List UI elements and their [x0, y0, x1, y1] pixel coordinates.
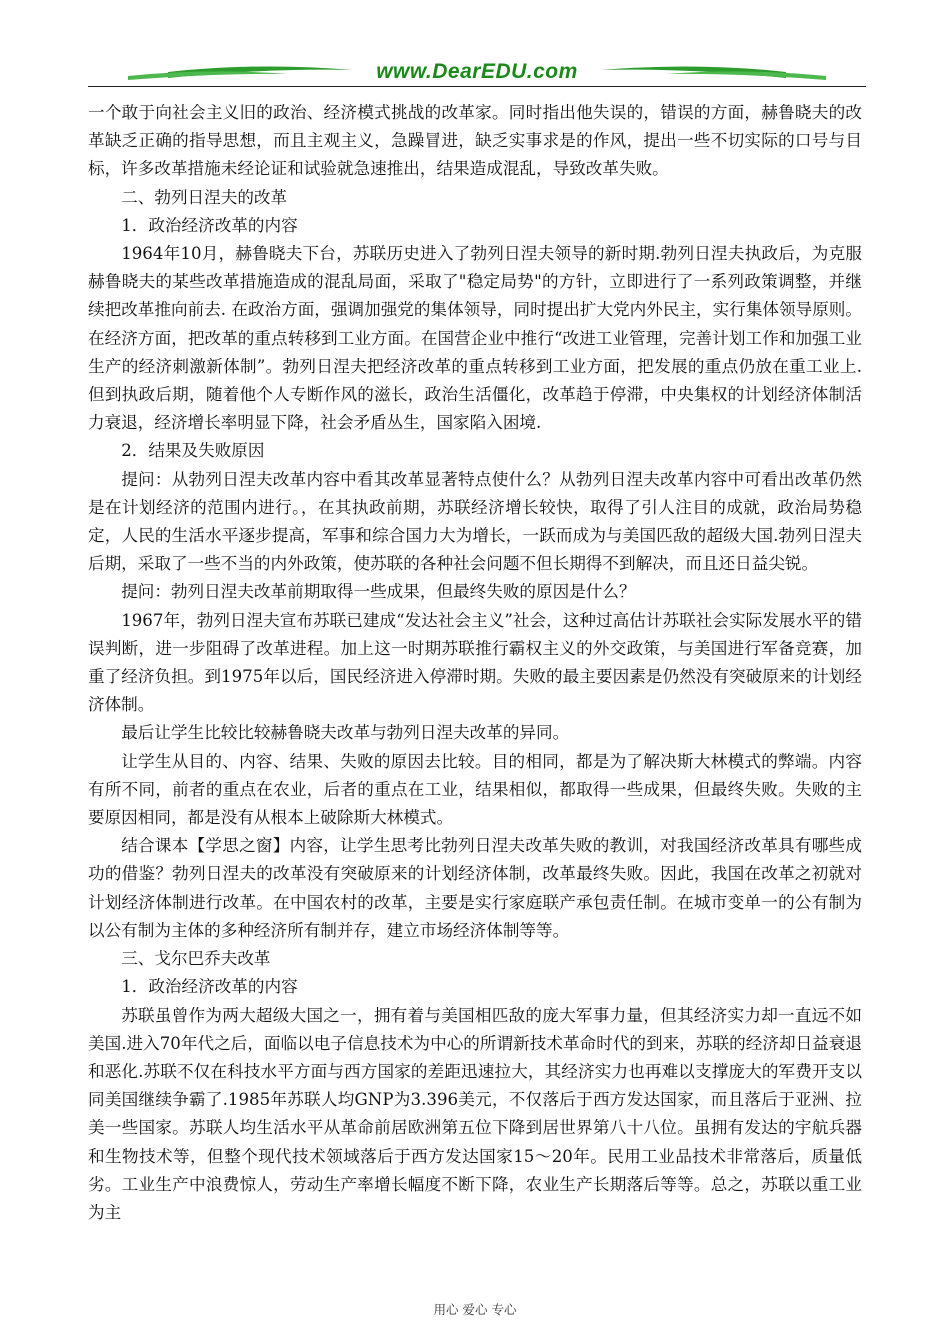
subsection-heading: 1．政治经济改革的内容	[121, 977, 298, 997]
paragraph: 让学生从目的、内容、结果、失败的原因去比较。目的相同，都是为了解决斯大林模式的弊端。内容有所不同，前者的重点在农业，后者的重点在工业，结果相似，都取得一些成果，但最终失败。失败的主要原因相同，都是没有从根本上破除斯大林模式。	[88, 751, 862, 828]
paragraph: 一个敢于向社会主义旧的政治、经济模式挑战的改革家。同时指出他失误的，错误的方面，赫鲁晓夫的改革缺乏正确的指导思想，而且主观主义，急躁冒进，缺乏实事求是的作风，提出一些不切实际的口号与目标，许多改革措施未经论证和试验就急速推出，结果造成混乱，导致改革失败。	[88, 103, 862, 179]
paragraph: 最后让学生比较比较赫鲁晓夫改革与勃列日涅夫改革的异同。	[121, 723, 570, 743]
paragraph: 提问：从勃列日涅夫改革内容中看其改革显著特点使什么？从勃列日涅夫改革内容中可看出改革仍然是在计划经济的范围内进行。，在其执政前期，苏联经济增长较快，取得了引人注目的成就，政治局势稳定，人民的生活水平逐步提高，军事和综合国力大为增长，一跃而成为与美国匹敌的超级大国.勃列日涅夫后期，采取了一些不当的内外政策，使苏联的各种社会问题不但长期得不到解决，而且还日益尖锐。	[88, 469, 862, 574]
paragraph: 苏联虽曾作为两大超级大国之一，拥有着与美国相匹敌的庞大军事力量，但其经济实力却一直远不如美国.进入70年代之后，面临以电子信息技术为中心的所谓新技术革命时代的到来，苏联的经济却日益衰退和恶化.苏联不仅在科技水平方面与西方国家的差距迅速拉大，其经济实力也再难以支撑庞大的军费开支以同美国继续争霸了.1985年苏联人均GNP为3.396美元，不仅落后于西方发达国家，而且落后于亚洲、拉美一些国家。苏联人均生活水平从革命前居欧洲第五位下降到居世界第八十八位。虽拥有发达的宇航兵器和生物技术等，但整个现代技术领域落后于西方发达国家15～20年。民用工业品技术非常落后，质量低劣。工业生产中浪费惊人，劳动生产率增长幅度不断下降，农业生产长期落后等等。总之，苏联以重工业为主	[88, 1005, 862, 1222]
subsection-heading: 2．结果及失败原因	[121, 441, 265, 461]
page-footer: 用心 爱心 专心	[433, 1302, 517, 1317]
paragraph: 1964年10月，赫鲁晓夫下台，苏联历史进入了勃列日涅夫领导的新时期.勃列日涅夫执政后，为克服赫鲁晓夫的某些改革措施造成的混乱局面，采取了"稳定局势"的方针，立即进行了一系列政策调整，并继续把改革推向前去. 在政治方面，强调加强党的集体领导，同时提出扩大党内外民主，实行集体领导原则。在经济方面，把改革的重点转移到工业方面。在国营企业中推行“改进工业管理，完善计划工作和加强工业生产的经济刺激新体制”。勃列日涅夫把经济改革的重点转移到工业方面，把发展的重点仍放在重工业上.但到执政后期，随着他个人专断作风的滋长，政治生活僵化，改革趋于停滞，中央集权的计划经济体制活力衰退，经济增长率明显下降，社会矛盾丛生，国家陷入困境.	[88, 244, 862, 433]
site-logo: www.DearEDU.com	[376, 60, 578, 83]
section-heading: 三、戈尔巴乔夫改革	[121, 949, 271, 969]
section-heading: 二、勃列日涅夫的改革	[121, 187, 288, 207]
paragraph: 提问：勃列日涅夫改革前期取得一些成果，但最终失败的原因是什么？	[121, 582, 636, 602]
document-body	[88, 99, 862, 1227]
paragraph: 1967年，勃列日涅夫宣布苏联已建成“发达社会主义”社会，这种过高估计苏联社会实际发展水平的错误判断，进一步阻碍了改革进程。加上这一时期苏联推行霸权主义的外交政策，与美国进行军备竞赛，加重了经济负担。到1975年以后，国民经济进入停滞时期。失败的最主要因素是仍然没有突破原来的计划经济体制。	[88, 610, 862, 715]
subsection-heading: 1．政治经济改革的内容	[121, 215, 298, 235]
paragraph: 结合课本【学思之窗】内容，让学生思考比勃列日涅夫改革失败的教训，对我国经济改革具有哪些成功的借鉴？勃列日涅夫的改革没有突破原来的计划经济体制，改革最终失败。因此，我国在改革之初就对计划经济体制进行改革。在中国农村的改革，主要是实行家庭联产承包责任制。在城市变单一的公有制为以公有制为主体的多种经济所有制并存，建立市场经济体制等等。	[88, 836, 862, 940]
header-rule	[88, 86, 866, 87]
page-header	[88, 56, 866, 90]
